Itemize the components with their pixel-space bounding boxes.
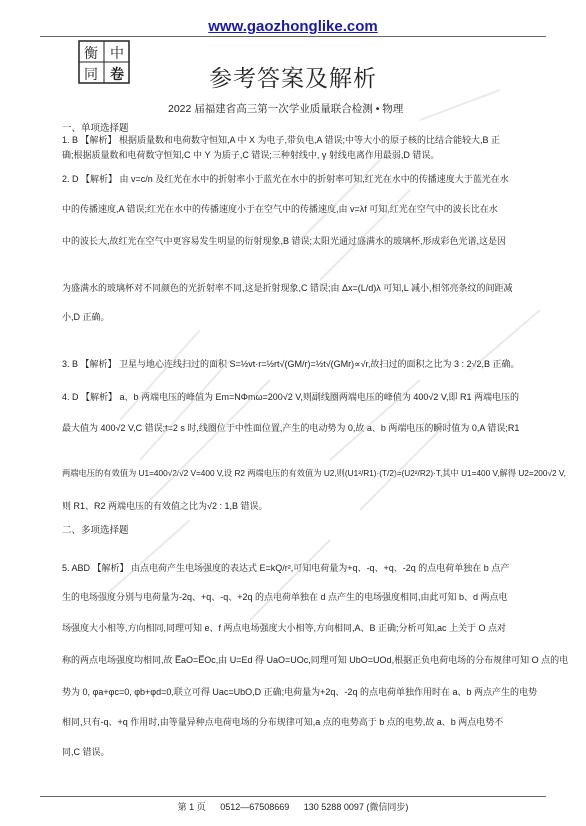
answer-line: 两端电压的有效值为 U1=400√2/√2 V=400 V,设 R2 两端电压的有效值为 U2,则(U1²/R1)·(T/2)=(U2²/R2)·T,其中 U1=400 V,解得 U2=200√2 V,: [62, 469, 566, 478]
answer-line: 生的电场强度分别与电荷量为-2q、+q、-q、+2q 的点电荷单独在 d 点产生的电场强度相同,由此可知 b、d 两点电: [62, 592, 508, 602]
section-single-choice: 一、单项选择题: [62, 123, 129, 134]
answer-line: 中的传播速度,A 错误;红光在水中的传播速度小于在空气中的传播速度,由 v=λf 可知,红光在空气中的波长比在水: [62, 204, 498, 214]
answer-line: 为盛满水的玻璃杯对不同颜色的光折射率不同,这是折射现象,C 错误;由 Δx=(L/d)λ 可知,L 减小,相邻亮条纹的间距减: [62, 283, 513, 293]
answer-line: 4. D 【解析】 a、b 两端电压的峰值为 Em=NΦmω=200√2 V,则副线圈两端电压的峰值为 400√2 V,即 R1 两端电压的: [62, 392, 520, 402]
answer-line: 5. ABD 【解析】 由点电荷产生电场强度的表达式 E=kQ/r²,可知电荷量为+q、-q、+q、-2q 的点电荷单独在 b 点产: [62, 563, 510, 573]
page-number: 第 1 页: [177, 802, 206, 812]
answer-line: 1. B 【解析】 根据质量数和电荷数守恒知,A 中 X 为电子,带负电,A 错误;中等大小的原子核的比结合能较大,B 正: [62, 135, 501, 145]
answer-line: 2. D 【解析】 由 v=c/n 及红光在水中的折射率小于蓝光在水中的折射率可知,红光在水中的传播速度大于蓝光在水: [62, 174, 509, 184]
svg-text:同: 同: [84, 67, 98, 83]
answer-line: 则 R1、R2 两端电压的有效值之比为√2 : 1,B 错误。: [62, 501, 268, 511]
site-link[interactable]: www.gaozhonglike.com: [208, 18, 378, 35]
wechat-number: 130 5288 0097 (微信同步): [303, 802, 409, 812]
page-title: 参考答案及解析: [209, 66, 377, 92]
phone-number: 0512—67508669: [220, 802, 290, 812]
svg-text:中: 中: [110, 46, 124, 62]
answer-line: 势为 0, φa+φc=0, φb+φd=0,联立可得 Uac=UbO,D 正确;电荷量为+2q、-2q 的点电荷单独作用时在 a、b 两点产生的电势: [62, 687, 537, 697]
answer-line: 确;根据质量数和电荷数守恒知,C 中 Y 为质子,C 错误;三种射线中, γ 射线电离作用最弱,D 错误。: [62, 150, 440, 160]
answer-line: 中的波长大,故红光在空气中更容易发生明显的衍射现象,B 错误;太阳光通过盛满水的玻璃杯,形成彩色光谱,这是因: [62, 236, 507, 246]
header-rule: [40, 36, 546, 37]
subtitle: 2022 届福建省高三第一次学业质量联合检测 • 物理: [168, 103, 404, 115]
footer: [0, 800, 586, 813]
answer-line: 最大值为 400√2 V,C 错误;t=2 s 时,线圈位于中性面位置,产生的电动势为 0,故 a、b 两端电压的瞬时值为 0,A 错误;R1: [62, 423, 520, 433]
footer-rule: [40, 796, 546, 797]
answer-line: 同,C 错误。: [62, 747, 110, 757]
answer-line: 小,D 正确。: [62, 312, 110, 322]
answer-line: 称的两点电场强度均相同,故 E̅aO=E̅Oc,由 U=Ed 得 UaO=UOc,同理可知 UbO=UOd,根据正负电荷电场的分布规律可知 O 点的电: [62, 655, 569, 665]
answer-line: 相同,只有-q、+q 作用时,由等量异种点电荷电场的分布规律可知,a 点的电势高于 b 点的电势,故 a、b 两点电势不: [62, 717, 504, 727]
svg-text:衡: 衡: [84, 46, 98, 62]
answer-line: 3. B 【解析】 卫星与地心连线扫过的面积 S=½vt·r=½rt√(GM/r)=½t√(GMr)∝√r,故扫过的面积之比为 3 : 2√2,B 正确。: [62, 359, 520, 369]
answer-line: 场强度大小相等,方向相同,同理可知 e、f 两点电场强度大小相等,方向相同,A、B 正确;分析可知,ac 上关于 O 点对: [62, 623, 507, 633]
svg-text:卷: 卷: [110, 67, 124, 83]
section-multi-choice: 二、多项选择题: [62, 525, 129, 536]
